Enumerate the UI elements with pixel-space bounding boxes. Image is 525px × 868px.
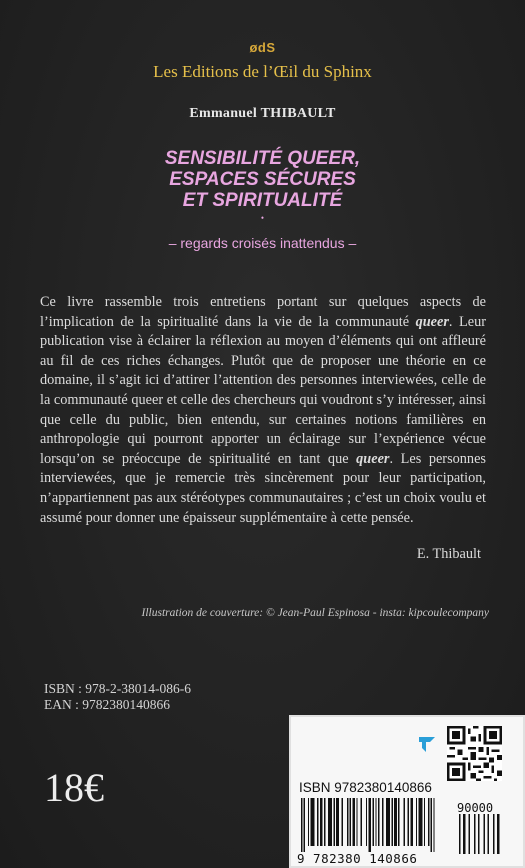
barcode-addon-bar [474, 814, 475, 854]
title-line-2: ESPACES SÉCURES [169, 169, 356, 190]
barcode-bar [317, 798, 318, 846]
book-subtitle: – regards croisés inattendus – [168, 235, 357, 251]
blurb-emphasis-2: queer [356, 450, 390, 467]
barcode-addon-bar [488, 814, 489, 854]
barcode-bar [408, 798, 409, 846]
ean-text: EAN : 9782380140866 [44, 697, 170, 712]
barcode-addon-bar [463, 814, 466, 854]
publisher-logo: ødS [249, 40, 276, 55]
qr-code-icon [447, 726, 502, 781]
barcode-bar [373, 798, 374, 846]
barcode-bar [424, 798, 425, 846]
barcode-bar [324, 798, 325, 846]
barcode-bar [356, 798, 357, 846]
barcode-isbn-label: ISBN 9782380140866 [299, 780, 432, 795]
barcode-bar [342, 798, 343, 846]
barcode-bar [320, 798, 323, 846]
blurb-part-2: . Leur publication vise à éclairer la réflexion au moyen d’éléments qui ont affleuré au fil de ces riches échanges. Plutôt que de proposer une théorie en ce domaine, il s’agit ici d’attirer l’attention des personnes interviewées, celle de la communauté queer et celle des chercheurs qui voudront s’y intéresser, ainsi que celle du public, bien entendu, sur certaines notions familières en anthropologie qui pourront apporter un éclairage sur l’expérience vécue lorsqu’on se préoccupe de spiritualité en tant que [40, 313, 486, 467]
isbn-text: ISBN : 978-2-38014-086-6 [44, 681, 191, 696]
title-line-3: ET SPIRITUALITÉ [182, 190, 343, 211]
barcode-bar [433, 798, 434, 852]
distributor-logo-icon [417, 734, 437, 754]
barcode-bar [391, 798, 392, 846]
barcode-bar [366, 798, 367, 846]
barcode-bar [382, 798, 383, 846]
barcode-bar [416, 798, 417, 846]
barcode-addon-bar [484, 814, 485, 854]
barcode-bar [347, 798, 348, 846]
barcode-addon-bar [478, 814, 479, 854]
barcode-bar [369, 798, 372, 852]
barcode-addon-bar [493, 814, 494, 854]
barcode-bar [386, 798, 390, 846]
barcode-bar [398, 798, 399, 846]
barcode-bar [394, 798, 397, 846]
barcode-bar [360, 798, 361, 846]
price: 18€ [44, 765, 104, 810]
barcode-bar [375, 798, 376, 846]
barcode-bar [336, 798, 339, 846]
barcode-bar [301, 798, 302, 852]
blurb-emphasis-1: queer [415, 313, 449, 330]
blurb-paragraph [40, 293, 486, 528]
author-name: Emmanuel THIBAULT [189, 106, 336, 121]
barcode-bar [352, 798, 355, 846]
barcode-bar [308, 798, 309, 846]
barcode-bar [304, 798, 305, 852]
barcode-addon-digits: 90000 [457, 801, 494, 815]
barcode-bar [328, 798, 332, 846]
barcode-bar [378, 798, 379, 846]
barcode-bar [310, 798, 314, 846]
barcode-digits: 9 782380 140866 [297, 851, 418, 866]
barcode-bar [350, 798, 351, 846]
signature: E. Thibault [416, 546, 481, 562]
title-line-1: SENSIBILITÉ QUEER, [164, 148, 361, 169]
barcode-addon-bar [497, 814, 500, 854]
barcode-bar [410, 798, 413, 846]
barcode-bar [418, 798, 422, 846]
barcode-addon-bar [459, 814, 460, 854]
cover-credit: Illustration de couverture: © Jean-Paul Espinosa - insta: kipcoulecompany [141, 607, 489, 619]
publisher-name: Les Editions de l’Œil du Sphinx [153, 62, 372, 81]
title-bullet: • [260, 213, 265, 223]
barcode-bar [431, 798, 432, 852]
barcode-bar [404, 798, 405, 846]
barcode-bar [333, 798, 334, 846]
book-title [0, 148, 525, 211]
barcode-addon-bar [469, 814, 470, 854]
barcode-label [289, 715, 525, 868]
blurb-part-1: Ce livre rassemble trois entretiens portant sur quelques aspects de l’implication de la spiritualité dans la vie de la communauté [40, 294, 486, 330]
blurb-part-3: . Les personnes interviewées, que je remercie très sincèrement pour leur participation, n’appartiennent pas aux stéréotypes communautaires ; c’est un choix voulu et assumé pour donner une épaisseur supplémentaire à cette pensée. [40, 450, 486, 526]
barcode-bar [428, 798, 429, 846]
